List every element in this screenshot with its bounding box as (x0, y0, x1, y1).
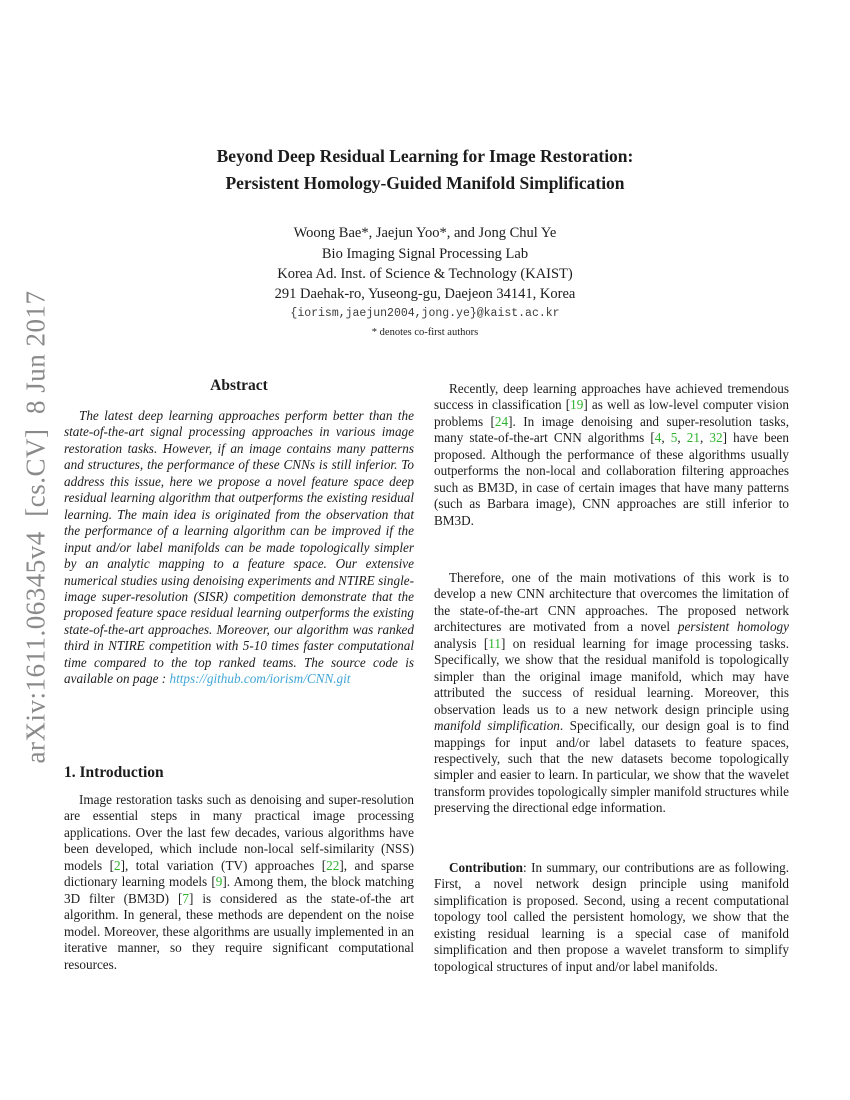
text-segment: : In summary, our contributions are as following. First, a novel network design principle using manifold simplification is proposed. Second, using a recent computational topology tool called the persistent homology, we show that the existing residual learning is a special case of manifold simplification and then propose a wavelet transform to simplify topological structures of input and/or label manifolds. (434, 860, 789, 974)
text-segment: ] on residual learning for image processing tasks. Specifically, we show that the residual manifold is topologically simpler than the original image manifold, which may have attributed the success of residual learning. Moreover, this observation leads us to a new network design principle using (434, 635, 789, 717)
affiliation-lab: Bio Imaging Signal Processing Lab (321, 246, 529, 262)
text-segment: Therefore, one of the main motivations of this work is to develop a new CNN architecture that overcomes the limitation of the state-of-the-art CNN approaches. The proposed network architectures are motivated from a novel (434, 570, 789, 635)
cofirst-footnote: * denotes co-first authors (371, 327, 479, 338)
citation-link[interactable]: 22 (326, 857, 340, 873)
right-column-paragraph-1 (434, 381, 789, 529)
citation-link[interactable]: 19 (570, 397, 584, 413)
text-segment: ], total variation (TV) approaches [ (120, 857, 327, 873)
text-segment: ] as well as low-level computer vision problems [ (434, 397, 789, 429)
text-segment: Contribution (449, 860, 524, 875)
text-segment: The latest deep learning approaches perform better than the state-of-the-art signal processing approaches in various image restoration tasks. However, if an image contains many patterns and structures, the performance of these CNNs is still inferior. To address this issue, here we propose a novel feature space deep residual learning algorithm that outperforms the existing residual learning. The main idea is originated from the observation that the performance of a learning algorithm can be improved if the input and/or label manifolds can be made topologically simpler by an analytic mapping to a feature space. Our extensive numerical studies using denoising experiments and NTIRE single-image super-resolution (SISR) competition demonstrate that the proposed feature space residual learning outperforms the existing state-of-the-art approaches. Moreover, our algorithm was ranked third in NTIRE competition with 5-10 times faster computational time compared to the top ranked teams. The source code is available on page : (64, 408, 414, 687)
affiliation-institute: Korea Ad. Inst. of Science & Technology (KAIST) (277, 266, 573, 282)
text-segment: , (699, 430, 710, 446)
citation-link[interactable]: 9 (215, 874, 223, 890)
text-segment: ] is considered as the state-of-the art algorithm. In general, these methods are dependent on the noise model. Moreover, these algorithms are usually implemented in an iterative manner, so they require significant computational resources. (64, 890, 414, 972)
text-segment: Image restoration tasks such as denoising and super-resolution are essential steps in many practical image processing applications. Over the last few decades, various algorithms have been developed, which include non-local self-similarity (NSS) models [ (64, 792, 414, 873)
text-segment: , (661, 430, 671, 446)
citation-link[interactable]: 24 (494, 413, 509, 429)
source-code-url-link[interactable]: https://github.com/iorism/CNN.git (169, 671, 351, 687)
citation-link[interactable]: 5 (670, 430, 678, 446)
text-segment: . Specifically, our design goal is to find mappings for input and/or label datasets to feature spaces, respectively, such that the new datasets become topologically simpler and easier to learn. In particular, we show that the wavelet transform provides topologically simpler manifold structures while preserving the directional edge information. (434, 718, 789, 816)
text-segment: analysis [ (434, 635, 489, 651)
text-segment: ]. In image denoising and super-resolution tasks, many state-of-the-art CNN algorithms [ (434, 413, 789, 446)
text-segment: Recently, deep learning approaches have achieved tremendous success in classification [ (434, 381, 789, 413)
text-segment: , (677, 430, 687, 446)
citation-link[interactable]: 32 (709, 430, 723, 446)
arxiv-watermark: arXiv:1611.06345v4 [cs.CV] 8 Jun 2017 (20, 290, 51, 764)
authors-email: {iorism,jaejun2004,jong.ye}@kaist.ac.kr (290, 307, 560, 320)
text-segment: manifold simplification (434, 718, 560, 734)
text-segment: ] have been proposed. Although the performance of these algorithms usually outperforms the non-local and collaboration filtering approaches such as BM3D, in case of certain images that have many patterns (such as Barbara image), CNN approaches are still inferior to BM3D. (434, 430, 790, 528)
authors-line: Woong Bae*, Jaejun Yoo*, and Jong Chul Ye (293, 225, 557, 241)
text-segment: persistent homology (677, 619, 789, 635)
citation-link[interactable]: 4 (654, 430, 662, 446)
paper-title-line1: Beyond Deep Residual Learning for Image Restoration: (216, 146, 634, 166)
introduction-heading: 1. Introduction (64, 764, 164, 781)
abstract-heading: Abstract (210, 377, 268, 394)
text-segment: ], and sparse dictionary learning models [ (64, 857, 414, 890)
right-column-paragraph-2 (434, 570, 789, 817)
citation-link[interactable]: 2 (113, 857, 121, 873)
affiliation-address: 291 Daehak-ro, Yuseong-gu, Daejeon 34141, Korea (274, 286, 576, 302)
introduction-paragraph (64, 792, 414, 973)
citation-link[interactable]: 11 (488, 635, 501, 651)
text-segment: ]. Among them, the block matching 3D filter (BM3D) [ (64, 874, 414, 906)
citation-link[interactable]: 7 (182, 890, 189, 906)
paper-title-line2: Persistent Homology-Guided Manifold Simplification (225, 173, 625, 193)
citation-link[interactable]: 21 (686, 430, 700, 446)
right-column-paragraph-contribution (434, 860, 789, 975)
abstract-paragraph (64, 408, 414, 688)
